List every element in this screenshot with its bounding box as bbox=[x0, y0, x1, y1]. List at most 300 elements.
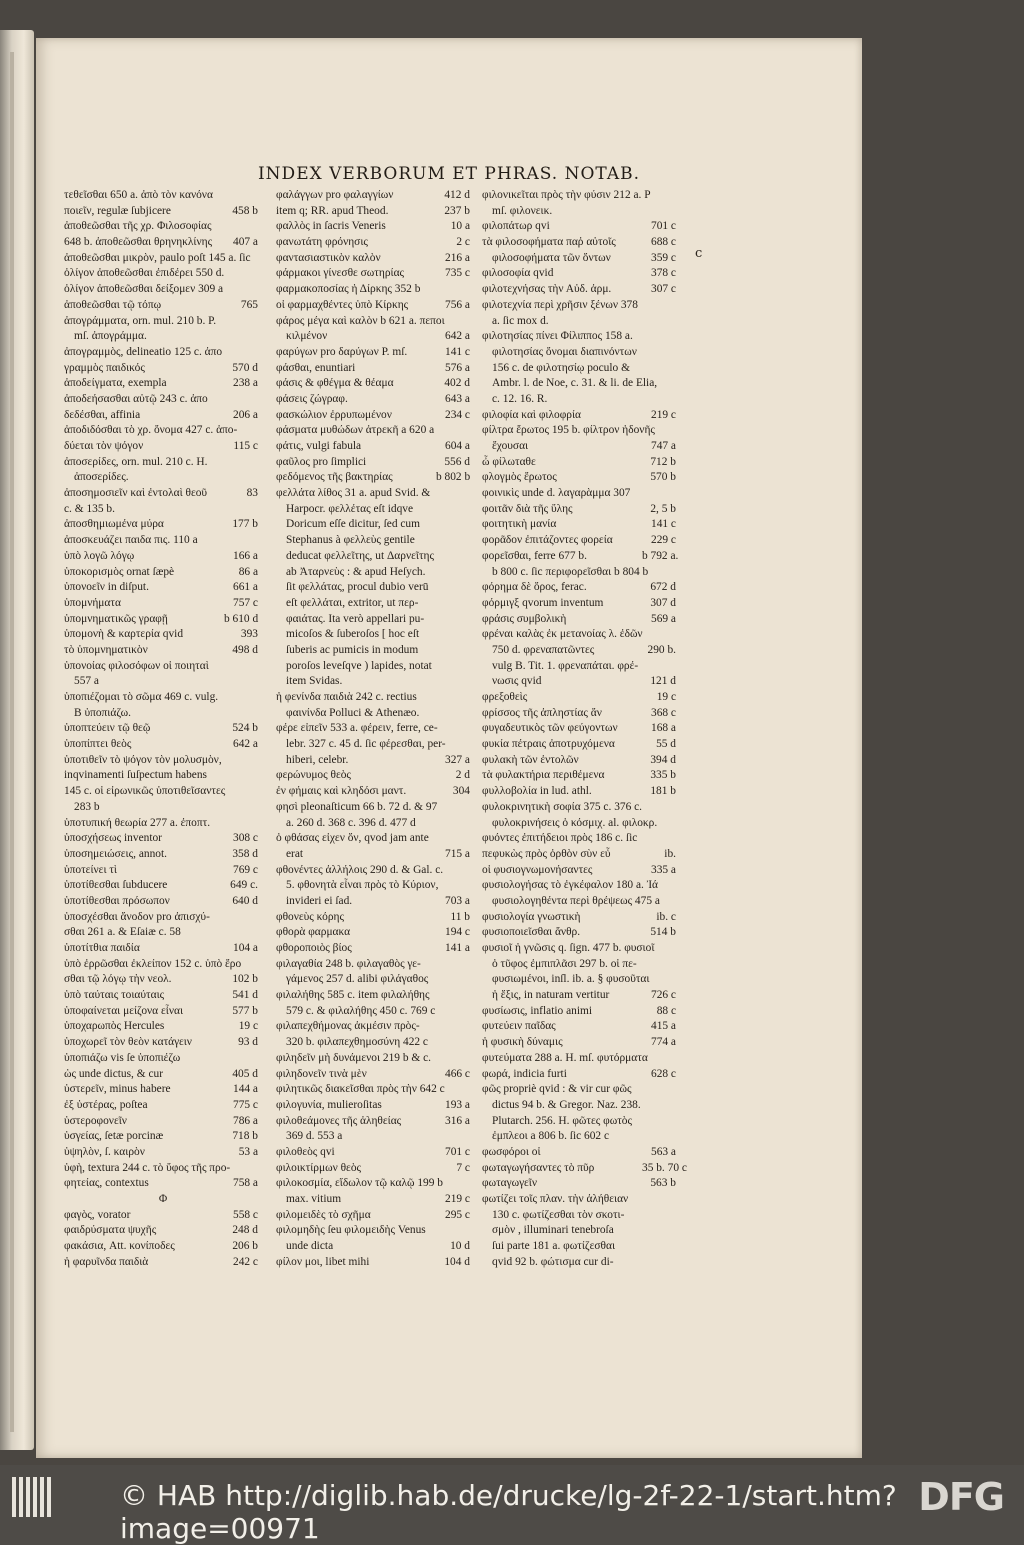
index-entry bbox=[64, 847, 262, 863]
index-entry bbox=[276, 502, 474, 518]
index-entry bbox=[276, 408, 474, 424]
index-page-ref: 642 a bbox=[445, 330, 470, 343]
index-entry bbox=[482, 470, 680, 486]
index-page-ref: 86 a bbox=[238, 565, 258, 578]
index-page-ref: 712 b bbox=[650, 455, 676, 468]
index-term: σθαι 261 a. & Eſaiæ c. 58 bbox=[64, 926, 181, 939]
index-entry bbox=[276, 612, 474, 628]
index-term: qvid 92 b. φώτισμα cur di- bbox=[492, 1255, 614, 1268]
index-term: φιλοφία καὶ φιλοφρία bbox=[482, 408, 581, 421]
index-entry bbox=[64, 894, 262, 910]
index-term: φαγὸς, vorator bbox=[64, 1208, 131, 1221]
index-term: φερώνυμος θεὸς bbox=[276, 769, 351, 782]
index-term: 145 c. οἱ εἰρωνικῶς ὑποτιθεῖσαντες bbox=[64, 785, 226, 798]
index-term: φυσιολογία γνωστικὴ bbox=[482, 910, 581, 923]
index-entry bbox=[64, 706, 262, 722]
index-entry bbox=[276, 439, 474, 455]
index-term: Φ bbox=[158, 1193, 168, 1205]
index-column-1 bbox=[64, 188, 262, 1270]
index-term: ὑπομονὴ & καρτερία qvid bbox=[64, 628, 184, 641]
index-entry bbox=[64, 282, 262, 298]
index-term: 283 b bbox=[74, 800, 100, 813]
index-entry bbox=[482, 1192, 680, 1208]
index-term: ἀποσημοσιεῖν καὶ ἐντολαὶ θεοῦ bbox=[64, 487, 208, 500]
index-term: max. vitium bbox=[286, 1193, 342, 1205]
index-entry bbox=[276, 910, 474, 926]
index-term: ἀποθεῶσθαι τῷ τόπῳ bbox=[64, 298, 162, 311]
index-term: φασκώλιον ἐρρυπωμένον bbox=[276, 408, 392, 421]
index-column-2 bbox=[276, 188, 474, 1270]
index-entry bbox=[276, 1114, 474, 1130]
index-term: φῶς propriè qvid : & vir cur φῶς bbox=[482, 1083, 632, 1096]
index-page-ref: 774 a bbox=[651, 1036, 676, 1049]
index-term: ἐν φήμαις καὶ κληδόσι μαντ. bbox=[276, 785, 407, 798]
index-entry bbox=[64, 439, 262, 455]
index-entry bbox=[64, 972, 262, 988]
index-entry bbox=[482, 643, 680, 659]
index-term: φιλονικεῖται πρὸς τὴν φύσιν 212 a. P bbox=[482, 189, 651, 201]
index-page-ref: ib. bbox=[664, 847, 676, 860]
index-entry bbox=[64, 470, 262, 486]
index-page-ref: 458 b bbox=[232, 204, 258, 217]
index-page-ref: 115 c bbox=[233, 440, 258, 452]
index-term: φυγαδευτικὸς τῶν φεύγοντων bbox=[482, 722, 618, 735]
index-term: δεδέσθαι, affinia bbox=[64, 408, 141, 421]
index-entry bbox=[482, 1145, 680, 1161]
index-term: φανωτάτη φρόνησις bbox=[276, 236, 368, 249]
index-entry bbox=[482, 1114, 680, 1130]
index-entry bbox=[64, 251, 262, 267]
index-page-ref: 758 a bbox=[233, 1177, 258, 1190]
index-entry bbox=[482, 910, 680, 926]
index-entry bbox=[276, 659, 474, 675]
index-page-ref: 144 a bbox=[233, 1083, 258, 1096]
index-term: mſ. φιλονεικ. bbox=[492, 204, 553, 217]
index-entry bbox=[482, 941, 680, 957]
index-term: erat bbox=[286, 847, 304, 860]
index-page-ref: 412 d bbox=[444, 189, 470, 201]
index-term: ὑπομνήματα bbox=[64, 596, 121, 609]
index-term: φαινίνδα Polluci & Athenæo. bbox=[286, 706, 420, 719]
hab-logo-icon bbox=[12, 1477, 52, 1517]
index-term: φακάσια, Att. κονίποδες bbox=[64, 1240, 175, 1253]
index-term: φελλάτα λίθος 31 a. apud Svid. & bbox=[276, 487, 431, 500]
index-term: 5. φθονητὰ εἶναι πρὸς τὸ Κύριον, bbox=[286, 879, 439, 892]
index-page-ref: 307 c bbox=[651, 283, 676, 296]
index-entry bbox=[482, 659, 680, 675]
index-page-ref: 102 b bbox=[232, 973, 258, 986]
index-term: ὑποπτεύειν τῷ θεῷ bbox=[64, 722, 151, 735]
index-entry bbox=[276, 972, 474, 988]
index-page-ref: 229 c bbox=[651, 534, 676, 547]
index-entry bbox=[64, 486, 262, 502]
index-term: φυλλοβολία in lud. athl. bbox=[482, 785, 592, 798]
index-entry bbox=[482, 439, 680, 455]
index-page-ref: 576 a bbox=[445, 361, 470, 374]
index-term: c. 12. 16. R. bbox=[492, 392, 548, 405]
index-term: φαῦλος pro ſimplici bbox=[276, 455, 367, 468]
index-entry bbox=[276, 1051, 474, 1067]
index-entry bbox=[64, 1223, 262, 1239]
index-entry bbox=[64, 345, 262, 361]
index-entry bbox=[64, 376, 262, 392]
index-entry bbox=[482, 627, 680, 643]
index-entry bbox=[64, 831, 262, 847]
index-entry bbox=[276, 533, 474, 549]
index-term: ὁ φθάσας εἰχεν ὅν, qvod jam ante bbox=[276, 832, 429, 845]
index-entry bbox=[276, 957, 474, 973]
index-term: ἀποθεῶσθαι μικρὸν, paulo poſt 145 a. ſic bbox=[64, 251, 251, 264]
index-term: ὑποσημειώσεις, annot. bbox=[64, 847, 167, 860]
index-page-ref: 55 d bbox=[656, 738, 676, 751]
index-entry bbox=[276, 596, 474, 612]
index-page-ref: 604 a bbox=[445, 440, 470, 452]
index-entry bbox=[64, 314, 262, 330]
index-entry bbox=[64, 1114, 262, 1130]
index-page-ref: 563 b bbox=[650, 1177, 676, 1190]
index-page-ref: 359 c bbox=[651, 251, 676, 264]
index-entry bbox=[482, 533, 680, 549]
index-term: a. ſic mox d. bbox=[492, 314, 549, 327]
index-term: ὑποφαίνεται μείζονα εἶναι bbox=[64, 1004, 184, 1017]
index-term: φαιδρύσματα ψυχῆς bbox=[64, 1224, 157, 1237]
index-page-ref: ib. c bbox=[656, 910, 676, 923]
index-entry bbox=[482, 266, 680, 282]
index-term: τεθεῖσθαι 650 a. ἀπὸ τὸν κανόνα bbox=[64, 189, 213, 201]
index-entry bbox=[482, 596, 680, 612]
index-term: eſt φελλάται, extritor, ut περ- bbox=[286, 596, 419, 609]
index-entry bbox=[482, 361, 680, 377]
index-term: φωτίζει τοῖς πλαν. τὴν ἀλήθειαν bbox=[482, 1193, 629, 1205]
index-term: φάρμακοι γίνεσθε σωτηρίας bbox=[276, 267, 405, 280]
index-entry bbox=[276, 941, 474, 957]
index-term: δύεται τὸν ψόγον bbox=[64, 440, 144, 452]
index-term: φιλοσοφία qvid bbox=[482, 267, 554, 280]
index-entry bbox=[276, 690, 474, 706]
index-entry bbox=[482, 392, 680, 408]
index-page-ref: 524 b bbox=[232, 722, 258, 735]
index-term: hiberi, celebr. bbox=[286, 753, 349, 766]
index-entry bbox=[276, 878, 474, 894]
index-entry bbox=[276, 753, 474, 769]
index-term: ὑποπιάζω vis ſe ὑποπιέζω bbox=[64, 1051, 181, 1064]
index-entry bbox=[64, 1035, 262, 1051]
index-term: φιληδεῖν μὴ δυνάμενοι 219 b & c. bbox=[276, 1051, 432, 1064]
index-entry bbox=[64, 266, 262, 282]
index-entry bbox=[276, 925, 474, 941]
index-term: Ambr. l. de Noe, c. 31. & li. de Elia, bbox=[492, 377, 658, 390]
index-term: ἡ φενίνδα παιδιὰ 242 c. rectius bbox=[276, 691, 417, 703]
index-page-ref: 104 a bbox=[233, 942, 258, 954]
index-entry bbox=[64, 1176, 262, 1192]
index-entry bbox=[64, 1051, 262, 1067]
index-page-ref: 514 b bbox=[650, 926, 676, 939]
index-entry bbox=[482, 1208, 680, 1224]
index-term: φωταγωγήσαντες τὸ πῦρ bbox=[482, 1161, 595, 1174]
index-term: οἱ φυσιογνωμονήσαντες bbox=[482, 863, 593, 876]
index-term: ὑστεροφονεῖν bbox=[64, 1114, 127, 1127]
index-page-ref: 327 a bbox=[445, 753, 470, 766]
index-entry bbox=[64, 941, 262, 957]
index-term: φιλαγαθία 248 b. φιλαγαθὸς γε- bbox=[276, 957, 421, 970]
index-page-ref: 216 a bbox=[445, 251, 470, 264]
index-page-ref: 141 c bbox=[651, 518, 676, 531]
index-entry bbox=[482, 863, 680, 879]
index-term: ὑποχαρωπὸς Hercules bbox=[64, 1020, 165, 1033]
index-term: φαλλὸς in ſacris Veneris bbox=[276, 220, 386, 233]
index-page-ref: 393 bbox=[240, 628, 258, 641]
index-term: φρίσσος τῆς ἀπληστίας ἄν bbox=[482, 706, 602, 719]
index-entry bbox=[64, 408, 262, 424]
index-term: ὁ τῦφος ἐμπιπλᾶσι 297 b. οἱ πε- bbox=[492, 957, 637, 970]
index-entry bbox=[276, 721, 474, 737]
index-page-ref: b 792 a. bbox=[642, 549, 679, 562]
index-term: 557 a bbox=[74, 675, 99, 688]
index-term: ὦ φίλωταθε bbox=[482, 455, 536, 468]
index-term: item q; RR. apud Theod. bbox=[276, 204, 389, 217]
index-entry bbox=[64, 517, 262, 533]
index-page-ref: 2, 5 b bbox=[650, 502, 676, 515]
index-page-ref: 570 d bbox=[232, 361, 258, 374]
index-term: ὑποτίτθια παιδία bbox=[64, 942, 140, 954]
index-term: ὑπομνηματικῶς γραφῇ bbox=[64, 612, 168, 625]
index-entry bbox=[276, 282, 474, 298]
index-term: ὑφὴ, textura 244 c. τὸ ὕφος τῆς προ- bbox=[64, 1161, 231, 1174]
index-term: φίλον μοι, libet mihi bbox=[276, 1255, 370, 1268]
index-page-ref: 541 d bbox=[232, 989, 258, 1002]
index-term: ἡ φαρυῖνδα παιδιὰ bbox=[64, 1255, 149, 1268]
index-entry bbox=[276, 894, 474, 910]
index-entry bbox=[482, 376, 680, 392]
index-term: φόρημα δὲ ὅρος, ferac. bbox=[482, 581, 587, 594]
index-entry bbox=[64, 988, 262, 1004]
index-term: ſui parte 181 a. φωτίζεσθαι bbox=[492, 1240, 616, 1253]
dfg-logo: DFG bbox=[918, 1475, 1004, 1519]
index-entry bbox=[64, 502, 262, 518]
index-term: φιληδονεῖν τινὰ μὲν bbox=[276, 1067, 367, 1080]
index-entry bbox=[276, 784, 474, 800]
index-entry bbox=[276, 251, 474, 267]
index-term: ἀποδεήσασθαι αὐτῷ 243 c. ἀπο bbox=[64, 392, 208, 405]
index-term: ὑποπιέζομαι τὸ σῶμα 469 c. vulg. bbox=[64, 691, 219, 703]
index-term: φυσιολογηθέντα περὶ θρέψεως 475 a bbox=[492, 894, 660, 907]
index-term: φορᾶδον ἐπιτάζοντες φορεία bbox=[482, 534, 613, 547]
index-term: ὡς unde dictus, & cur bbox=[64, 1067, 164, 1080]
index-entry bbox=[276, 329, 474, 345]
index-entry bbox=[276, 643, 474, 659]
index-entry bbox=[482, 204, 680, 220]
index-term: φαλάγγων pro φαλαγγίων bbox=[276, 189, 394, 201]
index-term: φιλογυνία, mulieroſitas bbox=[276, 1098, 382, 1111]
index-entry bbox=[276, 1239, 474, 1255]
index-page-ref: 415 a bbox=[651, 1020, 676, 1033]
index-term: πεφυκὼς πρὸς ὀρθὸν σὺν εὖ bbox=[482, 847, 611, 860]
index-term: φοιτᾶν διὰ τῆς ὕλης bbox=[482, 502, 573, 515]
index-term: 579 c. & φιλαλήθης 450 c. 769 c bbox=[286, 1004, 436, 1017]
index-page-ref: 640 d bbox=[232, 894, 258, 907]
index-entry bbox=[276, 486, 474, 502]
index-entry bbox=[276, 376, 474, 392]
index-entry bbox=[482, 847, 680, 863]
index-entry bbox=[276, 345, 474, 361]
index-entry bbox=[276, 737, 474, 753]
index-entry bbox=[64, 737, 262, 753]
index-page-ref: b 610 d bbox=[224, 612, 259, 625]
index-page-ref: 219 c bbox=[445, 1193, 470, 1205]
index-term: ὑπὸ λογῶ λόγῳ bbox=[64, 549, 135, 562]
index-entry bbox=[276, 1129, 474, 1145]
index-term: φιλοπάτωρ qvi bbox=[482, 220, 550, 233]
index-term: vulg B. Tit. 1. φρεναπάται. φρέ- bbox=[492, 659, 639, 672]
copyright-url[interactable]: © HAB http://diglib.hab.de/drucke/lg-2f-22-1/start.htm?image=00971 bbox=[120, 1479, 897, 1545]
index-term: φάσις & φθέγμα & θέαμα bbox=[276, 377, 394, 390]
index-page-ref: 206 b bbox=[232, 1240, 258, 1253]
index-entry bbox=[276, 1098, 474, 1114]
index-page-ref: 569 a bbox=[651, 612, 676, 625]
index-term: ἀπογραμμὸς, delineatio 125 c. ἀπο bbox=[64, 345, 223, 358]
index-page-ref: 83 bbox=[246, 487, 258, 500]
index-entry bbox=[64, 1129, 262, 1145]
index-page-ref: 307 d bbox=[650, 596, 676, 609]
index-term: B ὑποπιάζω. bbox=[74, 706, 131, 719]
index-entry bbox=[482, 235, 680, 251]
index-page-ref: 747 a bbox=[651, 440, 676, 452]
marginal-mark: c bbox=[695, 246, 703, 261]
index-term: φάτις, vulgi fabula bbox=[276, 440, 362, 452]
index-term: φιλαπεχθήμονας ἀκμέσιν πρὸς- bbox=[276, 1020, 420, 1033]
index-term: ὑστερεῖν, minus habere bbox=[64, 1083, 171, 1096]
index-entry bbox=[482, 1051, 680, 1067]
index-term: φρεξοθεὶς bbox=[482, 691, 528, 703]
index-entry bbox=[482, 988, 680, 1004]
index-entry bbox=[482, 1019, 680, 1035]
index-entry bbox=[276, 204, 474, 220]
index-term: οἱ φαρμαχθέντες ὑπὸ Κίρκης bbox=[276, 298, 409, 311]
index-page-ref: 7 c bbox=[456, 1161, 470, 1174]
index-page-ref: 649 c. bbox=[230, 879, 258, 892]
index-term: φάσθαι, enuntiari bbox=[276, 361, 356, 374]
index-page-ref: 2 d bbox=[455, 769, 470, 782]
index-term: φάσματα μυθώδων ἀτρεκῆ a 620 a bbox=[276, 424, 435, 437]
index-term: 130 c. φωτίζεσθαι τὸν σκοτι- bbox=[492, 1208, 625, 1221]
index-entry bbox=[276, 1082, 474, 1098]
index-term: ὑποτίθεσθαι ſubducere bbox=[64, 879, 168, 892]
index-term: φοιτητικὴ μανία bbox=[482, 518, 557, 531]
index-term: ἀποσερίδες. bbox=[74, 471, 129, 484]
index-entry bbox=[64, 188, 262, 204]
index-term: a. 260 d. 368 c. 396 d. 477 d bbox=[286, 816, 416, 829]
index-entry bbox=[482, 1035, 680, 1051]
index-page-ref: 316 a bbox=[445, 1114, 470, 1127]
index-page-ref: 558 c bbox=[233, 1208, 258, 1221]
index-term: ὑποτυπική θεωρία 277 a. ἐποπτ. bbox=[64, 816, 211, 829]
index-term: ſuberis ac pumicis in modum bbox=[286, 643, 419, 656]
index-entry bbox=[276, 1208, 474, 1224]
index-entry bbox=[276, 627, 474, 643]
index-page-ref: 701 c bbox=[651, 220, 676, 233]
index-term: φιλοθεάμονες τῆς ἀληθείας bbox=[276, 1114, 402, 1127]
index-entry bbox=[64, 784, 262, 800]
index-entry bbox=[482, 565, 680, 581]
index-entry bbox=[276, 455, 474, 471]
index-term: ἀποδιδόσθαι τὸ χρ. ὄνομα 427 c. ἀπο- bbox=[64, 424, 238, 437]
index-entry bbox=[482, 423, 680, 439]
index-term: φαρύγων pro δαρύγων P. mſ. bbox=[276, 345, 408, 358]
index-term: φορεῖσθαι, ferre 677 b. bbox=[482, 549, 587, 562]
index-term: φιλαλήθης 585 c. item φιλαλήθης bbox=[276, 989, 430, 1002]
index-entry bbox=[64, 596, 262, 612]
index-entry bbox=[276, 470, 474, 486]
index-page-ref: 701 c bbox=[445, 1145, 470, 1158]
index-term: φυσιωμένοι, inſl. ib. a. § φυσοῦται bbox=[492, 973, 650, 986]
index-entry bbox=[64, 219, 262, 235]
index-term: ſit φελλάτας, procul dubio verū bbox=[286, 581, 429, 594]
index-page-ref: 10 d bbox=[450, 1240, 470, 1253]
index-entry bbox=[64, 1239, 262, 1255]
index-term: φίλτρα ἔρωτος 195 b. φίλτρον ἡδονῆς bbox=[482, 424, 655, 437]
index-page-ref: 642 a bbox=[233, 738, 258, 751]
index-entry bbox=[482, 1239, 680, 1255]
index-term: 369 d. 553 a bbox=[286, 1130, 343, 1143]
index-entry bbox=[64, 753, 262, 769]
index-term: micoſos & ſuberoſos [ hoc eſt bbox=[286, 628, 420, 641]
index-page-ref: 141 c bbox=[445, 345, 470, 358]
index-entry bbox=[276, 361, 474, 377]
index-term: Stephanus à φελλεὺς gentile bbox=[286, 534, 415, 547]
index-entry bbox=[64, 1255, 262, 1271]
index-page-ref: 726 c bbox=[651, 989, 676, 1002]
index-page-ref: 2 c bbox=[456, 236, 470, 249]
index-page-ref: 498 d bbox=[232, 643, 258, 656]
index-term: φιλοκοσμία, εἴδωλον τῷ καλῷ 199 b bbox=[276, 1177, 443, 1190]
index-entry bbox=[482, 282, 680, 298]
index-entry bbox=[482, 1067, 680, 1083]
index-entry bbox=[64, 957, 262, 973]
index-entry bbox=[276, 863, 474, 879]
index-entry bbox=[482, 1223, 680, 1239]
index-entry bbox=[482, 721, 680, 737]
index-page-ref: 193 a bbox=[445, 1098, 470, 1111]
index-entry bbox=[482, 816, 680, 832]
index-entry bbox=[482, 298, 680, 314]
index-entry bbox=[64, 565, 262, 581]
index-term: φιλομειδὲς τὸ σχῆμα bbox=[276, 1208, 371, 1221]
index-term: φράσις συμβολικὴ bbox=[482, 612, 567, 625]
index-entry bbox=[276, 235, 474, 251]
index-page-ref: 466 c bbox=[445, 1067, 470, 1080]
book-page bbox=[36, 38, 862, 1458]
index-entry bbox=[276, 1161, 474, 1177]
index-term: φυόντες ἐπιτήδειοι πρὸς 186 c. ſic bbox=[482, 832, 638, 845]
index-page-ref: 11 b bbox=[450, 910, 470, 923]
index-entry bbox=[482, 1082, 680, 1098]
index-entry bbox=[482, 549, 680, 565]
index-entry bbox=[482, 345, 680, 361]
index-term: ὑποτιθεῖν τὸ ψόγον τὸν μολυσμὸν, bbox=[64, 753, 222, 766]
index-entry bbox=[482, 878, 680, 894]
index-term: φιλοσοφήματα τῶν ὄντων bbox=[492, 251, 611, 264]
index-entry bbox=[64, 627, 262, 643]
index-term: Plutarch. 256. H. φῶτες φωτὸς bbox=[492, 1114, 633, 1127]
index-entry bbox=[482, 690, 680, 706]
index-entry bbox=[64, 1067, 262, 1083]
index-term: ὑποχωρεῖ τὸν θεὸν κατάγειν bbox=[64, 1036, 192, 1049]
index-entry bbox=[276, 1035, 474, 1051]
index-term: φάρος μέγα καὶ καλὸν b 621 a. πεποι bbox=[276, 314, 445, 327]
index-term: ὑποσχέσθαι ἄνοδον pro ἀπισχύ- bbox=[64, 910, 210, 923]
index-page-ref: 661 a bbox=[233, 581, 258, 594]
index-entry bbox=[64, 612, 262, 628]
